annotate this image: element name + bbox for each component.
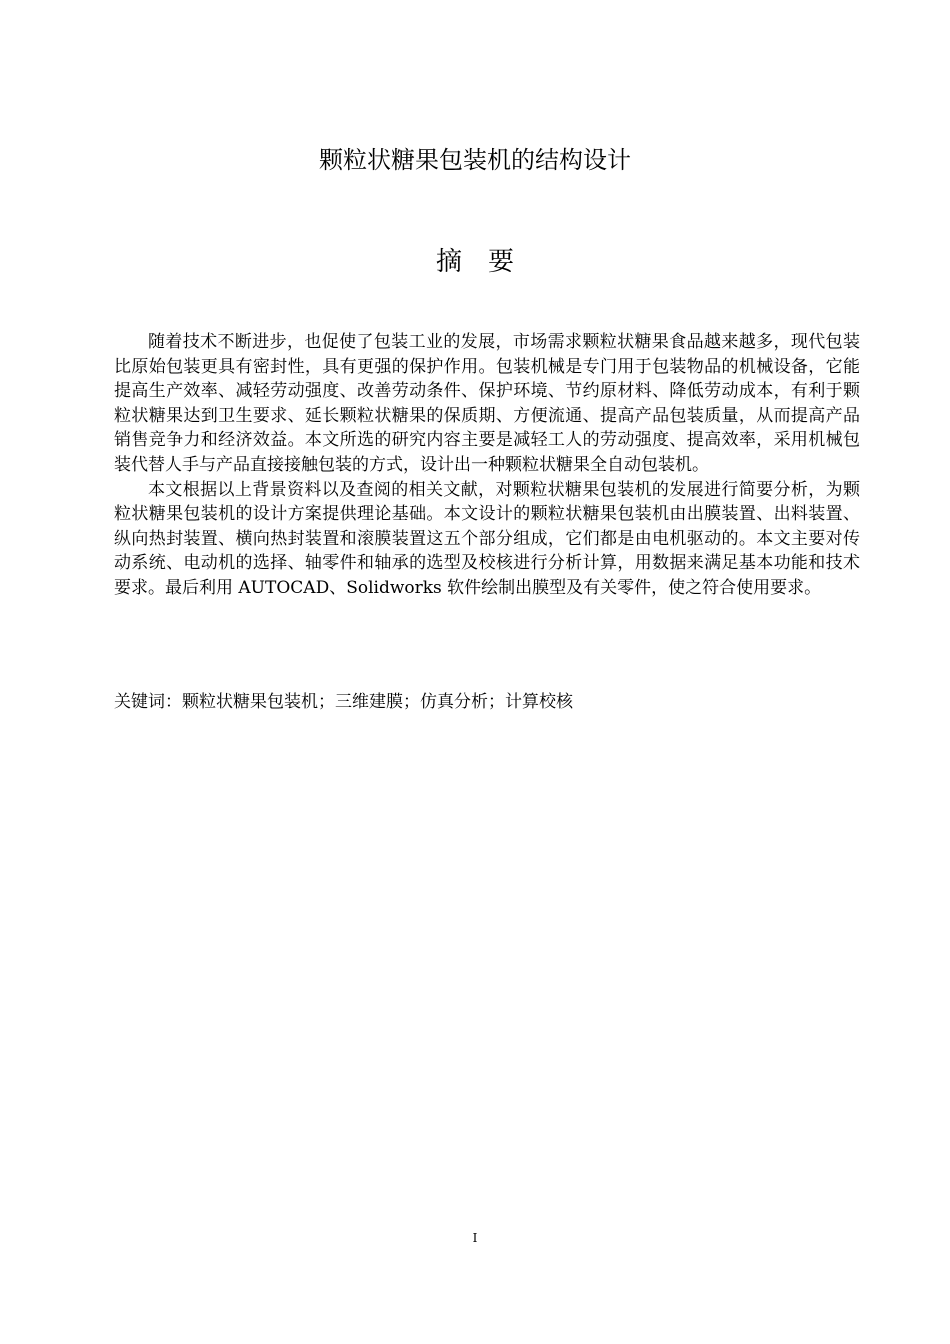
keywords-text: 颗粒状糖果包装机；三维建膜；仿真分析；计算校核 [182, 692, 573, 712]
abstract-heading: 摘要 [435, 247, 540, 277]
paper-title: 颗粒状糖果包装机的结构设计 [319, 146, 631, 174]
keywords-line [114, 690, 860, 714]
abstract-paragraph: 随着技术不断进步，也促使了包装工业的发展，市场需求颗粒状糖果食品越来越多，现代包装比原始包装更具有密封性，具有更强的保护作用。包装机械是专门用于包装物品的机械设备，它能提高生产效率、减轻劳动强度、改善劳动条件、保护环境、节约原材料、降低劳动成本，有利于颗粒状糖果达到卫生要求、延长颗粒状糖果的保质期、方便流通、提高产品包装质量，从而提高产品销售竞争力和经济效益。本文所选的研究内容主要是减轻工人的劳动强度、提高效率，采用机械包装代替人手与产品直接接触包装的方式，设计出一种颗粒状糖果全自动包装机。 [114, 332, 860, 475]
keywords-label: 关键词： [114, 692, 182, 712]
page-number: I [472, 1231, 478, 1245]
abstract-body [114, 330, 860, 601]
abstract-paragraph: 本文根据以上背景资料以及查阅的相关文献，对颗粒状糖果包装机的发展进行简要分析，为颗粒状糖果包装机的设计方案提供理论基础。本文设计的颗粒状糖果包装机由出膜装置、出料装置、纵向热封装置、横向热封装置和滚膜装置这五个部分组成，它们都是由电机驱动的。本文主要对传动系统、电动机的选择、轴零件和轴承的选型及校核进行分析计算，用数据来满足基本功能和技术要求。最后利用 AUTOCAD、Solidworks 软件绘制出膜型及有关零件，使之符合使用要求。 [114, 479, 860, 598]
